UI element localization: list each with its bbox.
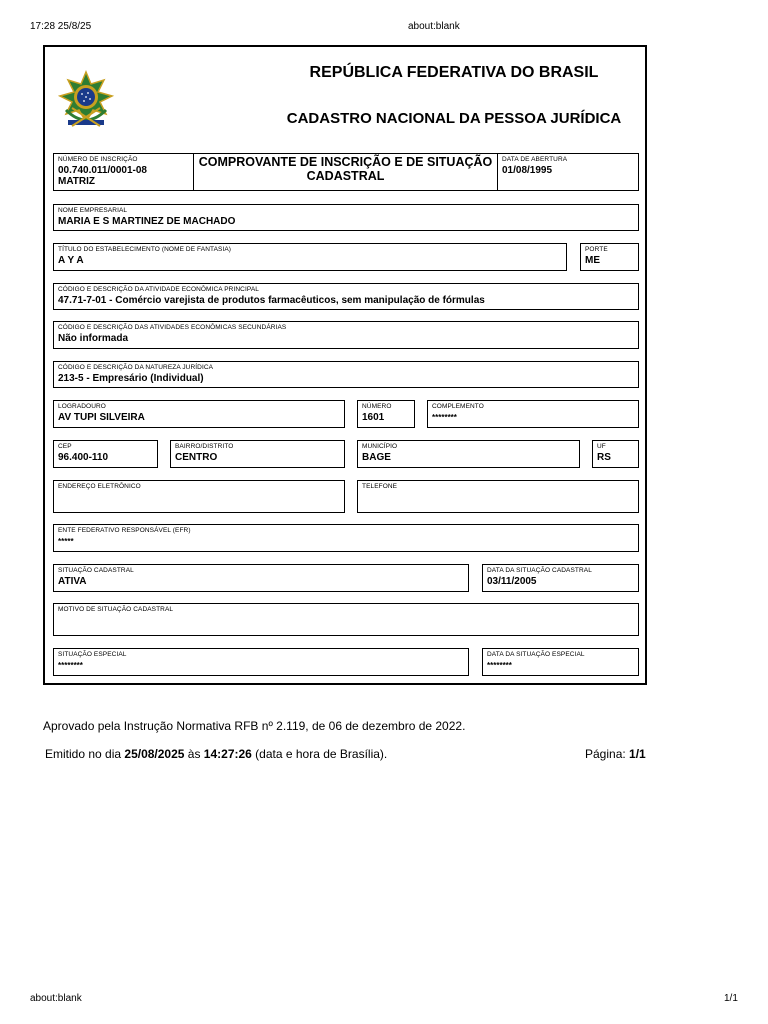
porte-value: ME [585, 255, 600, 266]
logradouro-label: LOGRADOURO [58, 403, 106, 410]
abertura-label: DATA DE ABERTURA [502, 156, 568, 163]
abertura-box [497, 153, 639, 191]
atividade-principal-box [53, 283, 639, 310]
cep-label: CEP [58, 443, 72, 450]
situacao-especial-label: SITUAÇÃO ESPECIAL [58, 651, 127, 658]
situacao-box [53, 564, 469, 592]
efr-value: ***** [58, 537, 74, 546]
atividade-principal-label: CÓDIGO E DESCRIÇÃO DA ATIVIDADE ECONÔMICA PRINCIPAL [58, 286, 259, 293]
telefone-label: TELEFONE [362, 483, 398, 490]
data-situacao-box [482, 564, 639, 592]
fantasia-box [53, 243, 567, 271]
atividades-secundarias-label: CÓDIGO E DESCRIÇÃO DAS ATIVIDADES ECONÔMICAS SECUNDÁRIAS [58, 324, 287, 331]
situacao-especial-box [53, 648, 469, 676]
porte-box [580, 243, 639, 271]
complemento-value: ******** [432, 413, 457, 422]
inscricao-label: NÚMERO DE INSCRIÇÃO [58, 156, 138, 163]
emission-line [45, 747, 387, 761]
complemento-box [427, 400, 639, 428]
page-value: 1/1 [629, 747, 646, 761]
situacao-label: SITUAÇÃO CADASTRAL [58, 567, 134, 574]
bairro-box [170, 440, 345, 468]
fantasia-value: A Y A [58, 255, 84, 266]
print-footer-page: 1/1 [724, 993, 738, 1004]
municipio-value: BAGE [362, 452, 391, 463]
numero-label: NÚMERO [362, 403, 392, 410]
uf-box [592, 440, 639, 468]
efr-box [53, 524, 639, 552]
motivo-box [53, 603, 639, 636]
porte-label: PORTE [585, 246, 608, 253]
nome-value: MARIA E S MARTINEZ DE MACHADO [58, 216, 236, 227]
page-label: Página: [585, 747, 630, 761]
atividade-principal-value: 47.71-7-01 - Comércio varejista de produtos farmacêuticos, sem manipulação de fórmulas [58, 295, 485, 306]
abertura-value: 01/08/1995 [502, 165, 553, 176]
atividades-secundarias-value: Não informada [58, 333, 129, 344]
natureza-value: 213-5 - Empresário (Individual) [58, 373, 204, 384]
data-situacao-especial-box [482, 648, 639, 676]
email-box [53, 480, 345, 513]
data-situacao-especial-value: ******** [487, 661, 512, 670]
atividades-secundarias-box [53, 321, 639, 349]
inscricao-type: MATRIZ [58, 176, 96, 187]
document-title [193, 153, 498, 191]
approval-note: Aprovado pela Instrução Normativa RFB nº 2.119, de 06 de dezembro de 2022. [43, 719, 466, 733]
municipio-box [357, 440, 580, 468]
republic-title: REPÚBLICA FEDERATIVA DO BRASIL [309, 64, 599, 81]
motivo-label: MOTIVO DE SITUAÇÃO CADASTRAL [58, 606, 174, 613]
data-situacao-especial-label: DATA DA SITUAÇÃO ESPECIAL [487, 651, 585, 658]
situacao-value: ATIVA [58, 576, 87, 587]
natureza-box [53, 361, 639, 388]
cnpj-title: CADASTRO NACIONAL DA PESSOA JURÍDICA [286, 110, 622, 127]
page-indicator [585, 747, 646, 761]
cep-box [53, 440, 158, 468]
document-title-line1: COMPROVANTE DE INSCRIÇÃO E DE SITUAÇÃO [198, 155, 493, 169]
telefone-box [357, 480, 639, 513]
fantasia-label: TÍTULO DO ESTABELECIMENTO (NOME DE FANTASIA) [58, 246, 232, 253]
print-title: about:blank [408, 21, 460, 32]
logradouro-value: AV TUPI SILVEIRA [58, 412, 145, 423]
complemento-label: COMPLEMENTO [432, 403, 484, 410]
emission-suffix: (data e hora de Brasília). [251, 747, 388, 761]
situacao-especial-value: ******** [58, 661, 83, 670]
data-situacao-label: DATA DA SITUAÇÃO CADASTRAL [487, 567, 592, 574]
numero-box [357, 400, 415, 428]
nome-label: NOME EMPRESARIAL [58, 207, 128, 214]
uf-label: UF [597, 443, 606, 450]
municipio-label: MUNICÍPIO [362, 443, 398, 450]
numero-value: 1601 [362, 412, 385, 423]
emission-time: 14:27:26 [203, 747, 252, 761]
data-situacao-value: 03/11/2005 [487, 576, 537, 587]
logradouro-box [53, 400, 345, 428]
bairro-value: CENTRO [175, 452, 218, 463]
efr-label: ENTE FEDERATIVO RESPONSÁVEL (EFR) [58, 527, 191, 534]
emission-date: 25/08/2025 [124, 747, 185, 761]
document-title-line2: CADASTRAL [306, 169, 385, 183]
nome-box [53, 204, 639, 231]
inscricao-value: 00.740.011/0001-08 [58, 165, 147, 176]
print-datetime: 17:28 25/8/25 [30, 21, 92, 32]
emission-prefix: Emitido no dia [45, 747, 125, 761]
bairro-label: BAIRRO/DISTRITO [175, 443, 234, 450]
emission-mid: às [184, 747, 204, 761]
email-label: ENDEREÇO ELETRÔNICO [58, 483, 141, 490]
print-footer-url: about:blank [30, 993, 82, 1004]
uf-value: RS [597, 452, 611, 463]
inscricao-box [53, 153, 194, 191]
cep-value: 96.400-110 [58, 452, 109, 463]
natureza-label: CÓDIGO E DESCRIÇÃO DA NATUREZA JURÍDICA [58, 364, 214, 371]
